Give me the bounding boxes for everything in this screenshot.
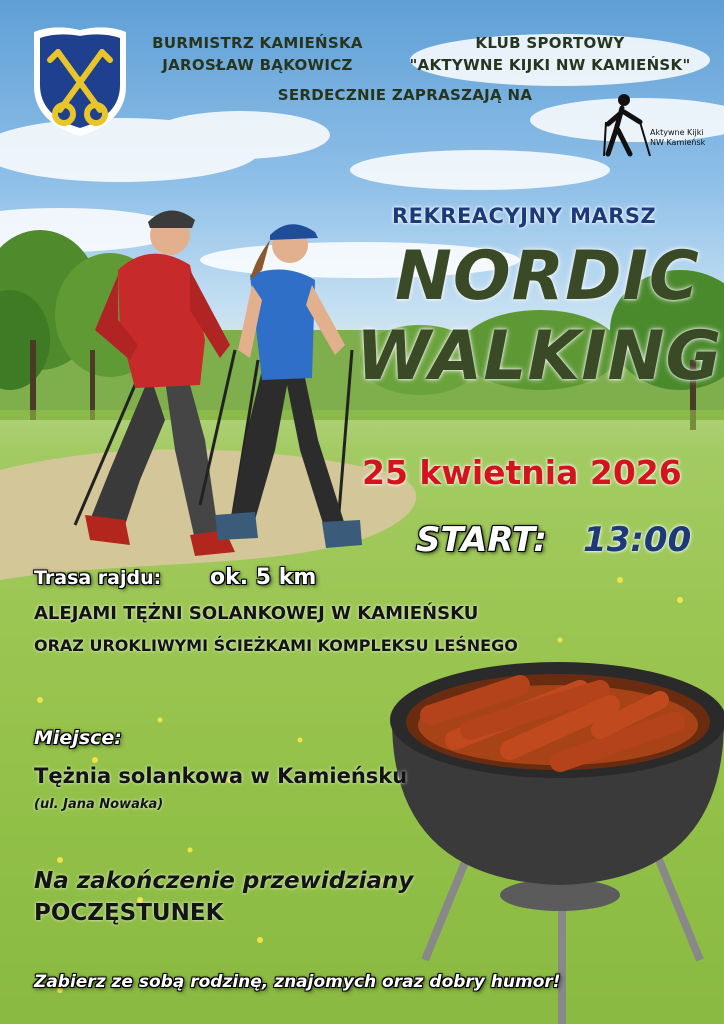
coat-of-arms-icon [28,22,132,140]
event-subtitle: REKREACYJNY MARSZ [392,204,657,228]
event-date: 25 kwietnia 2026 [362,453,682,492]
place-name: Tężnia solankowa w Kamieńsku [34,764,408,788]
finale-line1: Na zakończenie przewidziany [34,868,414,894]
nordic-walker-icon [602,92,652,158]
place-address: (ul. Jana Nowaka) [34,797,164,812]
route-distance: ok. 5 km [210,565,317,590]
start-time: 13:00 [583,520,692,560]
invitation-line: SERDECZNIE ZAPRASZAJĄ NA [277,86,533,104]
host-mayor [150,32,365,76]
finale-line2: POCZĘSTUNEK [34,900,224,926]
start-label: START: [416,520,547,560]
host-mayor-name: JAROSŁAW BĄKOWICZ [162,56,353,74]
place-label: Miejsce: [34,727,122,749]
club-logo-line2: NW Kamieńsk [650,138,706,147]
host-mayor-title: BURMISTRZ KAMIEŃSKA [152,34,363,52]
route-line1: ALEJAMI TĘŻNI SOLANKOWEJ W KAMIEŃSKU [34,603,479,624]
club-logo-line1: Aktywne Kijki [650,128,704,137]
footer-slogan: Zabierz ze sobą rodzinę, znajomych oraz dobry humor! [34,972,561,992]
host-club-title: KLUB SPORTOWY [475,34,625,52]
host-club [400,32,700,76]
event-title-line2: WALKING [356,317,723,396]
route-line2: ORAZ UROKLIWYMI ŚCIEŻKAMI KOMPLEKSU LEŚNEGO [34,636,518,655]
event-title-line1: NORDIC [395,237,700,316]
club-logo-text [650,128,705,148]
route-label: Trasa rajdu: [34,567,162,589]
host-club-name: "AKTYWNE KIJKI NW KAMIEŃSK" [409,56,691,74]
